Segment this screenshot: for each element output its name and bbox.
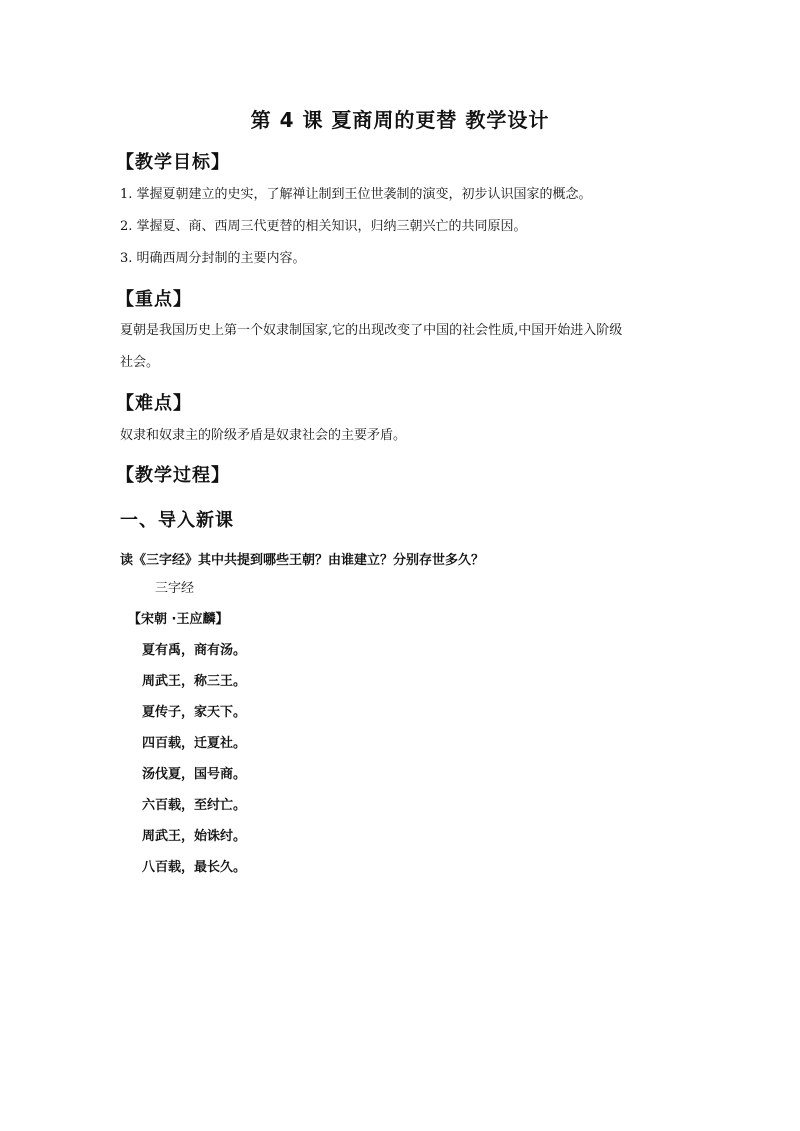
poem-line: 汤伐夏，国号商。 bbox=[142, 767, 247, 782]
objective-item-1: 1. 掌握夏朝建立的史实，了解禅让制到王位世袭制的演变，初步认识国家的概念。 bbox=[120, 187, 592, 202]
objectives-heading: 【教学目标】 bbox=[116, 152, 230, 173]
difficulty-heading: 【难点】 bbox=[116, 393, 192, 414]
objective-item-3: 3. 明确西周分封制的主要内容。 bbox=[120, 251, 306, 266]
poem-line: 周武王，始诛纣。 bbox=[142, 829, 247, 844]
poem-line: 八百载，最长久。 bbox=[142, 860, 247, 875]
poem-line: 六百载，至纣亡。 bbox=[142, 798, 247, 813]
process-heading: 【教学过程】 bbox=[116, 465, 230, 486]
poem-line: 周武王，称三王。 bbox=[142, 674, 247, 689]
difficulty-text: 奴隶和奴隶主的阶级矛盾是奴隶社会的主要矛盾。 bbox=[120, 428, 407, 443]
process-subheading: 一、导入新课 bbox=[120, 510, 234, 531]
objective-item-2: 2. 掌握夏、商、西周三代更替的相关知识，归纳三朝兴亡的共同原因。 bbox=[120, 219, 527, 234]
poem-line: 夏有禹，商有汤。 bbox=[142, 643, 247, 658]
key-point-line-1: 夏朝是我国历史上第一个奴隶制国家,它的出现改变了中国的社会性质,中国开始进入阶级 bbox=[120, 323, 623, 338]
intro-question: 读《三字经》其中共提到哪些王朝？由谁建立？分别存世多久？ bbox=[120, 553, 485, 568]
poem-author: 【宋朝 ·王应麟】 bbox=[128, 612, 229, 627]
poem-title: 三字经 bbox=[155, 581, 195, 596]
poem-line: 夏传子，家天下。 bbox=[142, 705, 247, 720]
poem-line: 四百载，迁夏社。 bbox=[142, 736, 247, 751]
document-title: 第 4 课 夏商周的更替 教学设计 bbox=[250, 108, 550, 132]
key-point-line-2: 社会。 bbox=[120, 355, 160, 370]
key-point-heading: 【重点】 bbox=[116, 289, 192, 310]
